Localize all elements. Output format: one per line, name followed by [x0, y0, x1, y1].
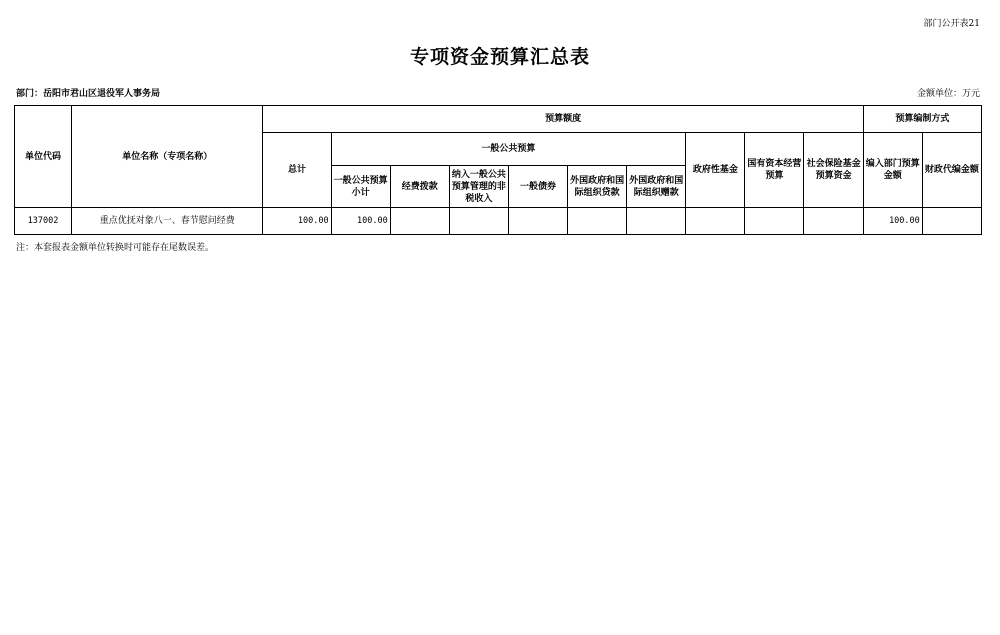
- header-unit-name: 单位名称（专项名称）: [72, 106, 263, 208]
- header-gpb-subtotal: 一般公共预算小计: [331, 166, 390, 208]
- header-budget-method: 预算编制方式: [863, 106, 981, 133]
- header-unit-code: 单位代码: [15, 106, 72, 208]
- header-state-capital: 国有资本经营预算: [745, 133, 804, 208]
- page-title: 专项资金预算汇总表: [409, 46, 590, 68]
- footnote: 注：本套报表金额单位转换时可能存在尾数误差。: [16, 243, 215, 253]
- cell-unit-code: 137002: [15, 208, 72, 235]
- header-gov-fund: 政府性基金: [686, 133, 745, 208]
- report-number: 部门公开表21: [923, 19, 980, 29]
- header-fiscal-agency: 财政代编金额: [922, 133, 981, 208]
- cell-foreign-grants: [627, 208, 686, 235]
- table-row: [15, 208, 982, 235]
- cell-dept-budget-amount: 100.00: [863, 208, 922, 235]
- department-label: 部门：岳阳市君山区退役军人事务局: [16, 89, 161, 99]
- header-row-1: [15, 106, 982, 133]
- cell-foreign-loans: [568, 208, 627, 235]
- header-budget-amount: 预算额度: [263, 106, 863, 133]
- cell-social-insurance: [804, 208, 863, 235]
- header-foreign-grants: 外国政府和国际组织赠款: [627, 166, 686, 208]
- header-non-tax-revenue: 纳入一般公共预算管理的非税收入: [449, 166, 508, 208]
- header-dept-budget-amount: 编入部门预算金额: [863, 133, 922, 208]
- header-general-bonds: 一般债券: [508, 166, 567, 208]
- amount-unit-label: 金额单位：万元: [916, 89, 980, 99]
- header-foreign-loans: 外国政府和国际组织贷款: [568, 166, 627, 208]
- cell-state-capital: [745, 208, 804, 235]
- cell-funding-allocation: [390, 208, 449, 235]
- header-funding-allocation: 经费拨款: [390, 166, 449, 208]
- cell-total: 100.00: [263, 208, 331, 235]
- cell-unit-name: 重点优抚对象八一、春节慰问经费: [72, 208, 263, 235]
- cell-gpb-subtotal: 100.00: [331, 208, 390, 235]
- header-social-insurance: 社会保险基金预算资金: [804, 133, 863, 208]
- header-total: 总计: [263, 133, 331, 208]
- cell-non-tax-revenue: [449, 208, 508, 235]
- budget-summary-table: [14, 105, 982, 235]
- cell-gov-fund: [686, 208, 745, 235]
- cell-general-bonds: [508, 208, 567, 235]
- cell-fiscal-agency: [922, 208, 981, 235]
- header-general-public-budget: 一般公共预算: [331, 133, 686, 166]
